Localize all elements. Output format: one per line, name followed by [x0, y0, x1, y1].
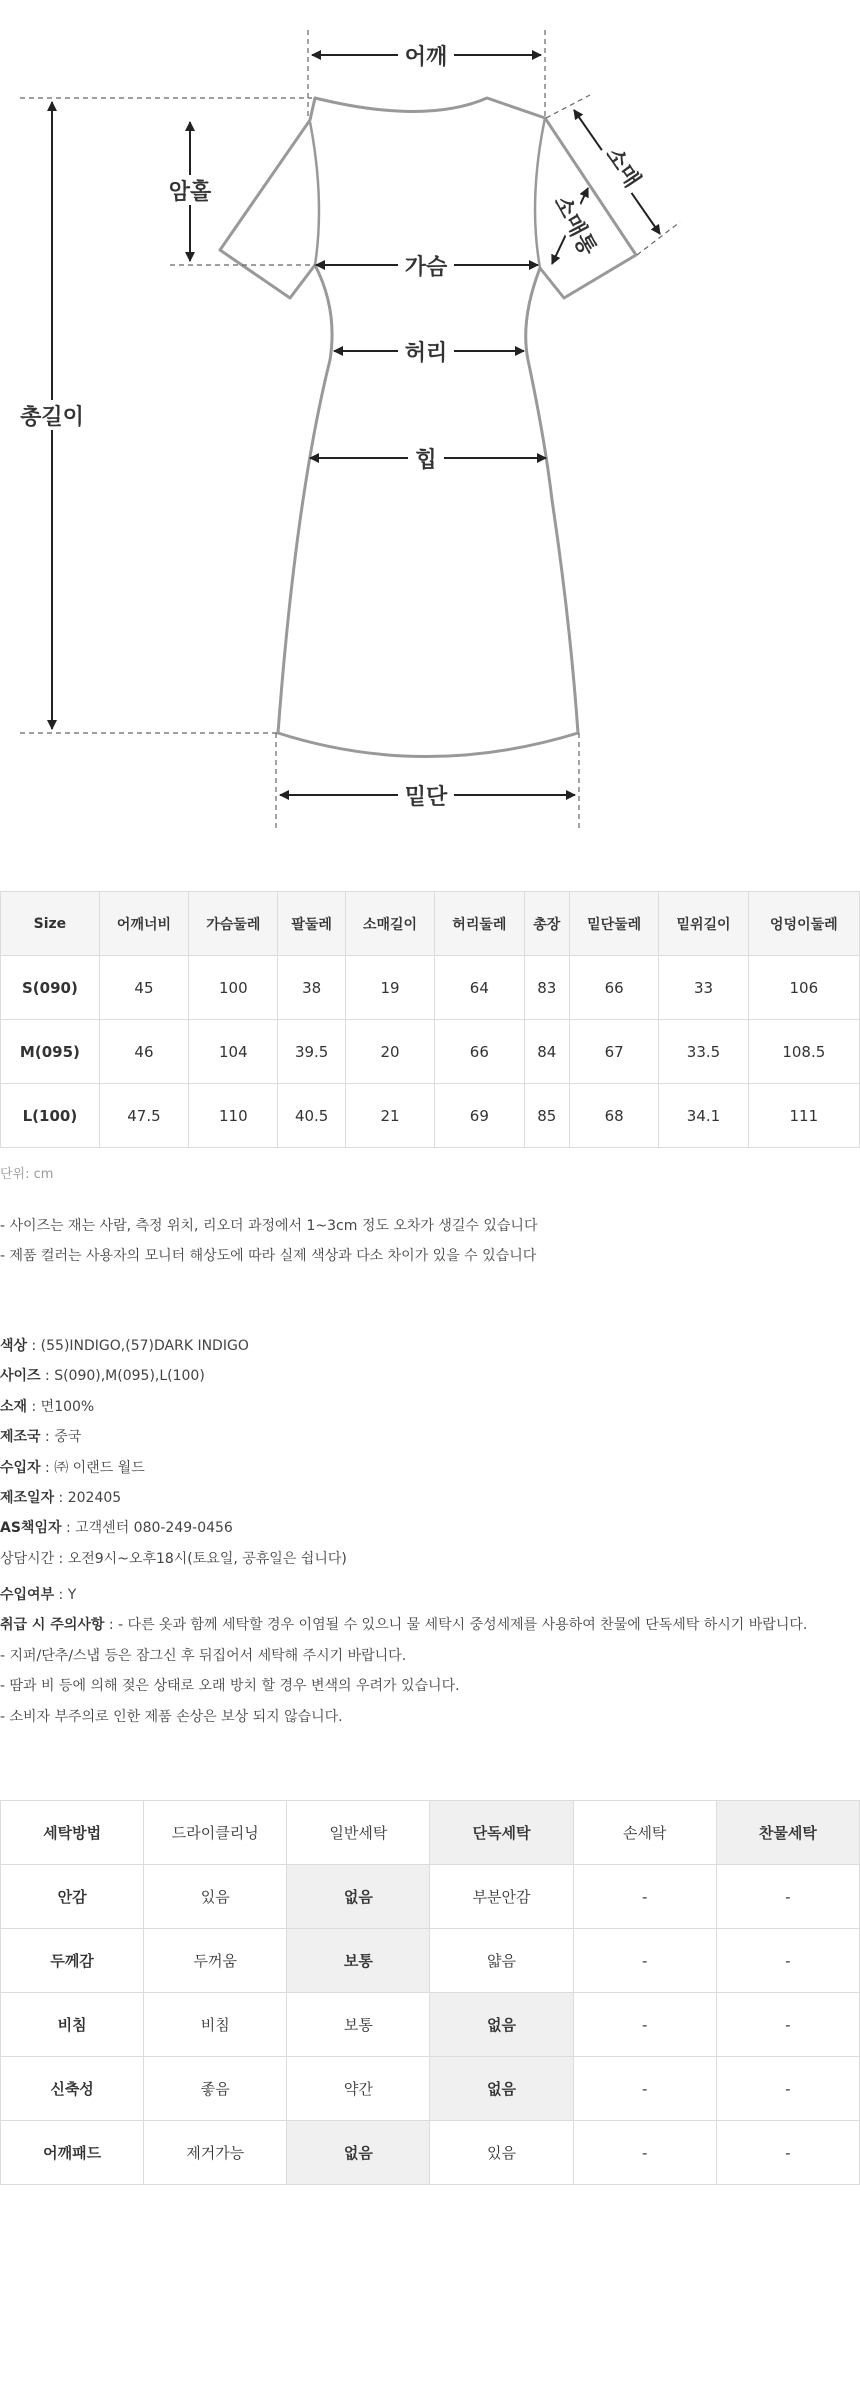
info-label: AS책임자	[0, 1520, 62, 1537]
size-value: 19	[345, 956, 434, 1020]
sleeve-width-label: 소매통	[548, 191, 601, 260]
product-info	[0, 1331, 347, 1574]
hip-label: 힙	[415, 448, 437, 473]
size-table-header: 허리둘레	[435, 892, 524, 956]
size-value: 38	[278, 956, 345, 1020]
import-label: 수입여부	[0, 1587, 55, 1603]
info-value: : 면100%	[27, 1398, 95, 1415]
table-row	[1, 1084, 860, 1148]
size-value: 104	[189, 1020, 278, 1084]
wash-option: 없음	[430, 1993, 573, 2057]
info-line-hours	[0, 1544, 347, 1574]
size-value: 39.5	[278, 1020, 345, 1084]
size-table-header: 밑단둘레	[570, 892, 659, 956]
table-row	[1, 1993, 860, 2057]
wash-option: 제거가능	[144, 2121, 287, 2185]
size-table-header: 가슴둘레	[189, 892, 278, 956]
wash-row-label: 비침	[1, 1993, 144, 2057]
size-value: 111	[748, 1084, 859, 1148]
size-value: 108.5	[748, 1020, 859, 1084]
info-value: : 중국	[40, 1429, 82, 1446]
guide-lines	[20, 30, 680, 830]
wash-option: 없음	[430, 2057, 573, 2121]
wash-option: -	[573, 1993, 716, 2057]
shoulder-label: 어깨	[404, 45, 448, 70]
info-label: 소재	[0, 1398, 28, 1415]
hem-label: 밑단	[404, 785, 448, 810]
info-value: : (55)INDIGO,(57)DARK INDIGO	[27, 1338, 249, 1354]
size-label: M(095)	[1, 1020, 100, 1084]
info-value: : ㈜ 이랜드 월드	[40, 1459, 145, 1476]
sleeve-label: 소매	[600, 143, 645, 193]
wash-row-label: 안감	[1, 1865, 144, 1929]
import-value: : Y	[54, 1587, 77, 1603]
size-table-header: 엉덩이둘레	[748, 892, 859, 956]
wash-option: -	[573, 2121, 716, 2185]
wash-option: 있음	[430, 2121, 573, 2185]
caution-line	[0, 1610, 807, 1640]
size-notes	[0, 1211, 537, 1271]
waist-label: 허리	[404, 341, 448, 366]
wash-option: -	[573, 1865, 716, 1929]
size-table	[0, 891, 860, 1148]
chest-label: 가슴	[404, 255, 448, 280]
table-row	[1, 2057, 860, 2121]
size-value: 64	[435, 956, 524, 1020]
wash-option: -	[716, 1993, 859, 2057]
note-line: - 제품 컬러는 사용자의 모니터 해상도에 따라 실제 색상과 다소 차이가 있을 수 있습니다	[0, 1248, 537, 1264]
wash-option: 좋음	[144, 2057, 287, 2121]
info-label: 색상	[0, 1338, 28, 1354]
caution-label: 취급 시 주의사항	[0, 1617, 105, 1634]
table-row	[1, 1929, 860, 1993]
size-value: 85	[524, 1084, 569, 1148]
info-line-material	[0, 1392, 347, 1422]
wash-option: 일반세탁	[287, 1801, 430, 1865]
wash-option: -	[716, 2057, 859, 2121]
info-label: 사이즈	[0, 1368, 41, 1385]
size-value: 33.5	[659, 1020, 748, 1084]
info-label: 제조국	[0, 1429, 41, 1446]
wash-option: 약간	[287, 2057, 430, 2121]
size-value: 68	[570, 1084, 659, 1148]
care-line: - 지퍼/단추/스냅 등은 잠그신 후 뒤집어서 세탁해 주시기 바랍니다.	[0, 1647, 407, 1664]
care-line: - 땀과 비 등에 의해 젖은 상태로 오래 방치 할 경우 변색의 우려가 있습니다.	[0, 1678, 460, 1695]
info-line-date	[0, 1483, 347, 1513]
size-label: S(090)	[1, 956, 100, 1020]
wash-option: -	[716, 2121, 859, 2185]
armhole-line-left	[310, 122, 319, 265]
wash-row-label: 신축성	[1, 2057, 144, 2121]
size-value: 84	[524, 1020, 569, 1084]
wash-option: 찬물세탁	[716, 1801, 859, 1865]
info-line-color	[0, 1331, 347, 1361]
size-table-header-row	[1, 892, 860, 956]
wash-option: 없음	[287, 2121, 430, 2185]
info-label: 제조일자	[0, 1490, 55, 1507]
wash-option: 보통	[287, 1929, 430, 1993]
wash-option: 드라이클리닝	[144, 1801, 287, 1865]
size-value: 21	[345, 1084, 434, 1148]
size-table-header: 밑위길이	[659, 892, 748, 956]
wash-option: 보통	[287, 1993, 430, 2057]
size-value: 46	[99, 1020, 188, 1084]
size-value: 69	[435, 1084, 524, 1148]
table-row	[1, 1020, 860, 1084]
armhole-line-right	[535, 118, 545, 268]
size-table-header: Size	[1, 892, 100, 956]
caution-value: : - 다른 옷과 함께 세탁할 경우 이염될 수 있으니 물 세탁시 중성세제를 사용하여 찬물에 단독세탁 하시기 바랍니다.	[104, 1617, 808, 1634]
size-value: 45	[99, 956, 188, 1020]
size-value: 66	[435, 1020, 524, 1084]
wash-option: -	[573, 2057, 716, 2121]
wash-row-label: 어깨패드	[1, 2121, 144, 2185]
info-value: : S(090),M(095),L(100)	[40, 1368, 205, 1385]
size-table-header: 어깨너비	[99, 892, 188, 956]
wash-option: 있음	[144, 1865, 287, 1929]
size-value: 20	[345, 1020, 434, 1084]
info-line-country	[0, 1422, 347, 1452]
wash-row-label: 두께감	[1, 1929, 144, 1993]
dress-diagram-svg	[0, 0, 860, 850]
size-value: 34.1	[659, 1084, 748, 1148]
size-value: 106	[748, 956, 859, 1020]
wash-option: 부분안감	[430, 1865, 573, 1929]
wash-option: 비침	[144, 1993, 287, 2057]
care-line: - 소비자 부주의로 인한 제품 손상은 보상 되지 않습니다.	[0, 1708, 343, 1725]
size-value: 100	[189, 956, 278, 1020]
total-length-label: 총길이	[20, 405, 84, 430]
info-line-as	[0, 1513, 347, 1543]
wash-option: -	[573, 1929, 716, 1993]
wash-row-label: 세탁방법	[1, 1801, 144, 1865]
info-value: 상담시간 : 오전9시~오후18시(토요일, 공휴일은 쉽니다)	[0, 1550, 347, 1567]
size-value: 47.5	[99, 1084, 188, 1148]
info-value: : 고객센터 080-249-0456	[61, 1520, 233, 1537]
wash-option: 손세탁	[573, 1801, 716, 1865]
size-table-header: 소매길이	[345, 892, 434, 956]
unit-note: 단위: cm	[0, 1167, 54, 1182]
size-value: 110	[189, 1084, 278, 1148]
info-label: 수입자	[0, 1459, 41, 1476]
size-table-header: 팔둘레	[278, 892, 345, 956]
wash-option: 없음	[287, 1865, 430, 1929]
wash-option: 두꺼움	[144, 1929, 287, 1993]
size-value: 66	[570, 956, 659, 1020]
wash-option: 얇음	[430, 1929, 573, 1993]
care-instructions	[0, 1580, 807, 1732]
wash-option: 단독세탁	[430, 1801, 573, 1865]
armhole-label: 암홀	[168, 180, 212, 205]
size-value: 83	[524, 956, 569, 1020]
info-line-importer	[0, 1453, 347, 1483]
table-row	[1, 2121, 860, 2185]
wash-table	[0, 1800, 860, 2185]
size-value: 33	[659, 956, 748, 1020]
info-line-size	[0, 1361, 347, 1391]
table-row	[1, 1865, 860, 1929]
table-row	[1, 1801, 860, 1865]
size-table-header: 총장	[524, 892, 569, 956]
wash-option: -	[716, 1865, 859, 1929]
size-label: L(100)	[1, 1084, 100, 1148]
size-value: 40.5	[278, 1084, 345, 1148]
info-value: : 202405	[54, 1490, 122, 1507]
table-row	[1, 956, 860, 1020]
wash-option: -	[716, 1929, 859, 1993]
size-value: 67	[570, 1020, 659, 1084]
note-line: - 사이즈는 재는 사람, 측정 위치, 리오더 과정에서 1~3cm 정도 오차가 생길수 있습니다	[0, 1218, 538, 1234]
import-line	[0, 1580, 807, 1610]
size-diagram	[0, 0, 860, 850]
